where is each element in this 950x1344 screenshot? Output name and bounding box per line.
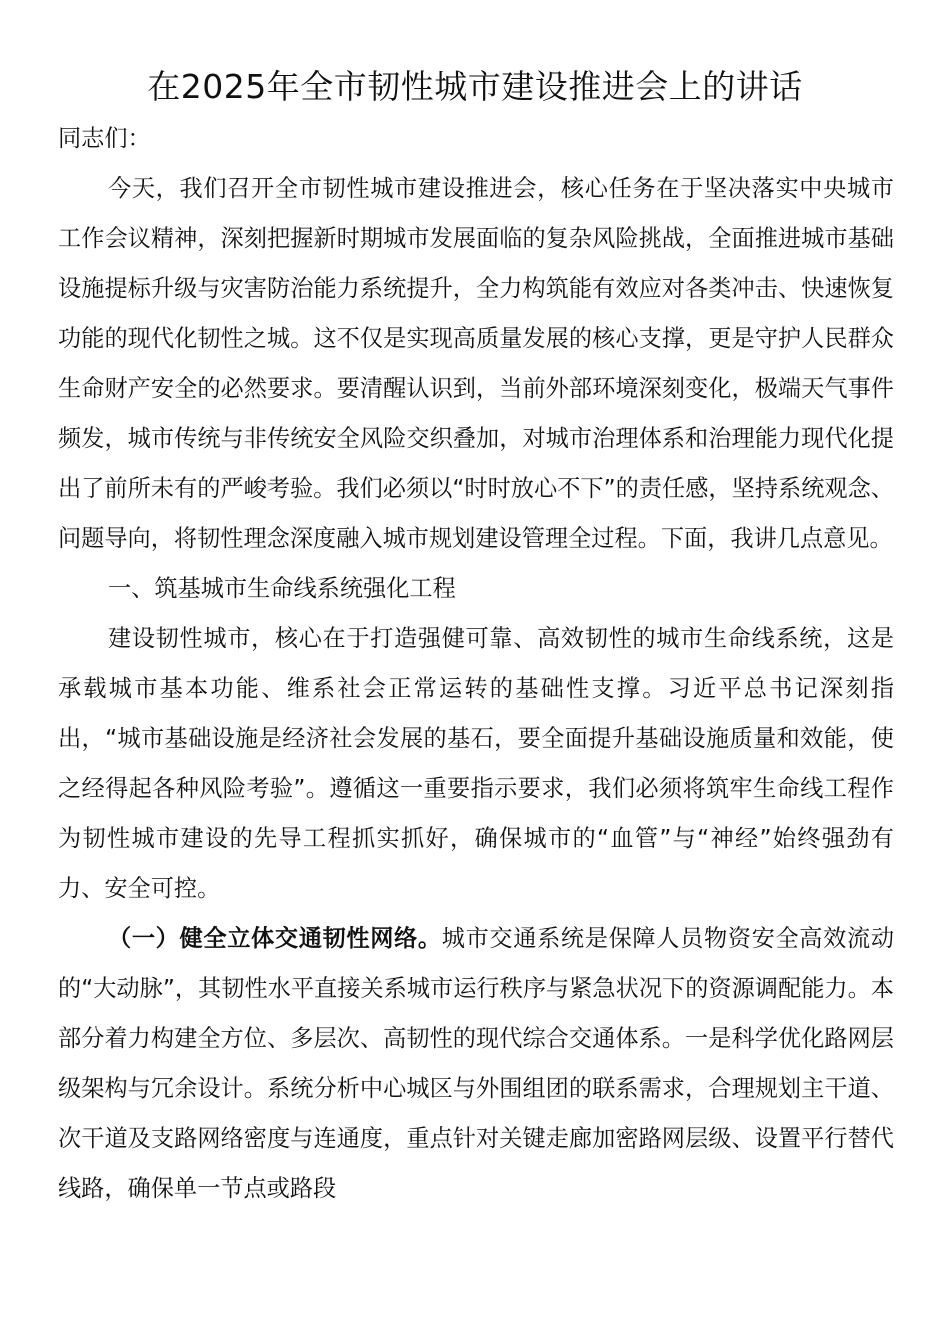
- section-one-paragraph: 建设韧性城市，核心在于打造强健可靠、高效韧性的城市生命线系统，这是承载城市基本功能、维系社会正常运转的基础性支撑。习近平总书记深刻指出，“城市基础设施是经济社会发展的基石，要全面提升基础设施质量和效能，使之经得起各种风险考验”。遵循这一重要指示要求，我们必须将筑牢生命线工程作为韧性城市建设的先导工程抓实抓好，确保城市的“血管”与“神经”始终强劲有力、安全可控。: [58, 625, 894, 902]
- subsection-one-text: 城市交通系统是保障人员物资安全高效流动的“大动脉”，其韧性水平直接关系城市运行秩序与紧急状况下的资源调配能力。本部分着力构建全方位、多层次、高韧性的现代综合交通体系。一是科学优化路网层级架构与冗余设计。系统分析中心城区与外围组团的联系需求，合理规划主干道、次干道及支路网络密度与连通度，重点针对关键走廊加密路网层级、设置平行替代线路，确保单一节点或路段: [58, 925, 895, 1202]
- subsection-one-paragraph: [58, 914, 894, 1214]
- section-one-heading: 一、筑基城市生命线系统强化工程: [108, 575, 456, 602]
- salutation: 同志们：: [58, 125, 151, 152]
- document-body: [58, 114, 894, 1214]
- intro-paragraph: 今天，我们召开全市韧性城市建设推进会，核心任务在于坚决落实中央城市工作会议精神，深刻把握新时期城市发展面临的复杂风险挑战，全面推进城市基础设施提标升级与灾害防治能力系统提升，全力构筑能有效应对各类冲击、快速恢复功能的现代化韧性之城。这不仅是实现高质量发展的核心支撑，更是守护人民群众生命财产安全的必然要求。要清醒认识到，当前外部环境深刻变化，极端天气事件频发，城市传统与非传统安全风险交织叠加，对城市治理体系和治理能力现代化提出了前所未有的严峻考验。我们必须以“时时放心不下”的责任感，坚持系统观念、问题导向，将韧性理念深度融入城市规划建设管理全过程。下面，我讲几点意见。: [58, 175, 894, 552]
- document-title: 在2025年全市韧性城市建设推进会上的讲话: [147, 67, 803, 106]
- subsection-one-lead: （一）健全立体交通韧性网络。: [108, 925, 442, 952]
